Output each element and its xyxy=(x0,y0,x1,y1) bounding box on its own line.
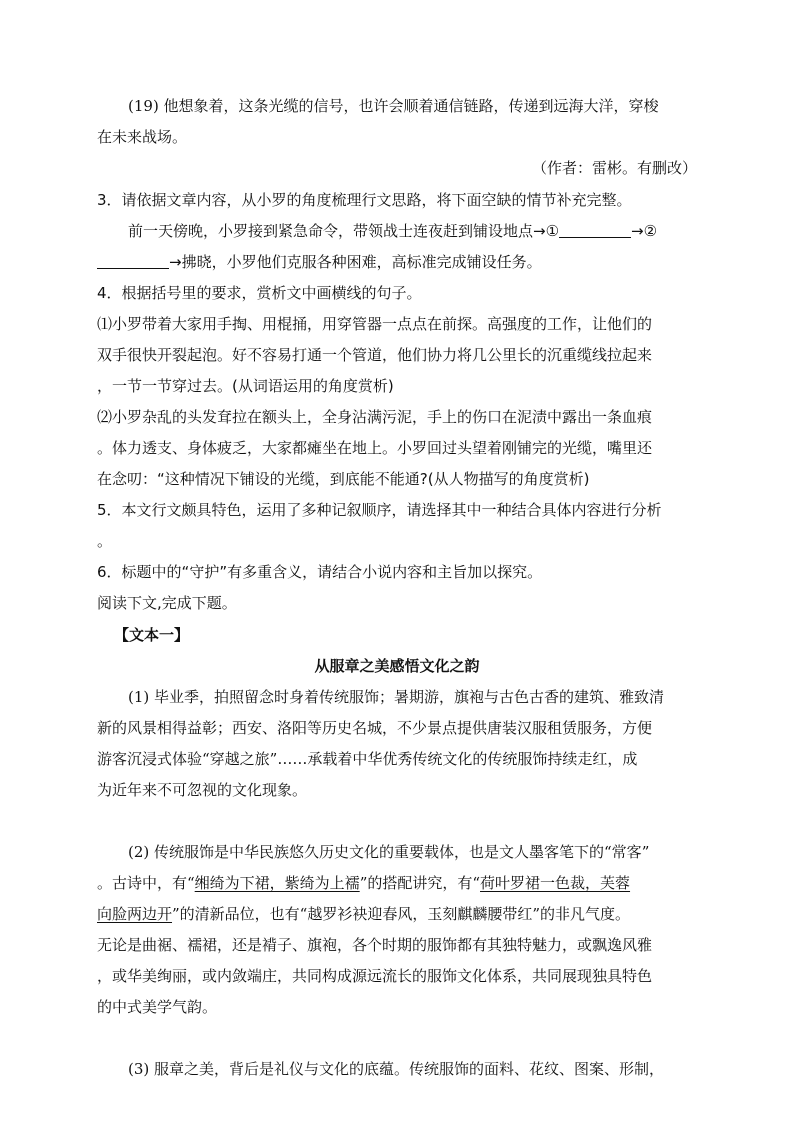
para3-line1: (3) 服章之美，背后是礼仪与文化的底蕴。传统服饰的面料、花纹、图案、形制， xyxy=(128,1060,665,1078)
q3-line1-text: 前一天傍晚，小罗接到紧急命令，带领战士连夜赶到铺设地点→① xyxy=(128,222,560,240)
q4-s1-line1: ⑴小罗带着大家用手掏、用棍捅，用穿管器一点点在前探。高强度的工作，让他们的 xyxy=(97,315,653,333)
answer-blank-2[interactable] xyxy=(97,254,169,269)
para2-line3-b: ”的清新品位，也有“越罗衫袂迎春风，玉刻麒麟腰带红”的非凡气度。 xyxy=(172,905,631,923)
text1-label: 【文本一】 xyxy=(114,626,190,644)
author-note: （作者：雷彬。有删改） xyxy=(531,159,697,177)
para2-line2 xyxy=(97,872,697,894)
q3-line2-text: →拂晓，小罗他们克服各种困难，高标准完成铺设任务。 xyxy=(169,253,542,271)
q5-line2: 。 xyxy=(97,532,113,550)
q3-line2 xyxy=(97,251,697,273)
q3-line1-arrow: →② xyxy=(631,222,658,240)
text1-title: 从服章之美感悟文化之韵 xyxy=(314,657,480,675)
underlined-quote-1: 缃绮为下裙，紫绮为上襦 xyxy=(194,874,360,892)
underlined-quote-2a: 荷叶罗裙一色裁，芙蓉 xyxy=(480,874,631,892)
para2-line2-b: ”的搭配讲究，有“ xyxy=(359,874,481,892)
q3-prompt: 3．请依据文章内容，从小罗的角度梳理行文思路，将下面空缺的情节补充完整。 xyxy=(97,191,632,209)
q5-line1: 5．本文行文颇具特色，运用了多种记叙顺序，请选择其中一种结合具体内容进行分析 xyxy=(97,501,662,519)
q6-prompt: 6．标题中的“守护”有多重含义，请结合小说内容和主旨加以探究。 xyxy=(97,563,543,581)
answer-blank-1[interactable] xyxy=(559,223,631,238)
q4-s2-line3: 在念叨：“这种情况下铺设的光缆，到底能不能通?(从人物描写的角度赏析) xyxy=(97,470,590,488)
para2-line3 xyxy=(97,903,697,925)
q4-s2-line2: 。体力透支、身体疲乏，大家都瘫坐在地上。小罗回过头望着刚铺完的光缆，嘴里还 xyxy=(97,439,653,457)
underlined-quote-2b: 向脸两边开 xyxy=(97,905,173,923)
q4-prompt: 4．根据括号里的要求，赏析文中画横线的句子。 xyxy=(97,284,422,302)
q4-s2-line1: ⑵小罗杂乱的头发耷拉在额头上，全身沾满污泥，手上的伤口在泥渍中露出一条血痕 xyxy=(97,408,653,426)
q4-s1-line3: ，一节一节穿过去。(从词语运用的角度赏析) xyxy=(97,377,394,395)
q3-line1 xyxy=(128,220,728,242)
para1-line1: (1) 毕业季，拍照留念时身着传统服饰；暑期游，旗袍与古色古香的建筑、雅致清 xyxy=(128,688,665,706)
para2-line6: 的中式美学气韵。 xyxy=(97,998,218,1016)
q4-s1-line2: 双手很快开裂起泡。好不容易打通一个管道，他们协力将几公里长的沉重缆线拉起来 xyxy=(97,346,653,364)
para1-line3: 游客沉浸式体验“穿越之旅”……承载着中华优秀传统文化的传统服饰持续走红，成 xyxy=(97,750,638,768)
para2-line2-a: 。古诗中，有“ xyxy=(97,874,195,892)
para1-line2: 新的风景相得益彰；西安、洛阳等历史名城，不少景点提供唐装汉服租赁服务，方便 xyxy=(97,719,653,737)
p19-line2: 在未来战场。 xyxy=(97,128,188,146)
para2-line1: (2) 传统服饰是中华民族悠久历史文化的重要载体，也是文人墨客笔下的“常客” xyxy=(128,843,650,861)
para2-line4: 无论是曲裾、襦裙，还是褙子、旗袍，各个时期的服饰都有其独特魅力，或飘逸风雅 xyxy=(97,936,653,954)
p19-line1: (19) 他想象着，这条光缆的信号，也许会顺着通信链路，传递到远海大洋，穿梭 xyxy=(128,97,659,115)
para2-line5: ，或华美绚丽，或内敛端庄，共同构成源远流长的服饰文化体系，共同展现独具特色 xyxy=(97,967,653,985)
para1-line4: 为近年来不可忽视的文化现象。 xyxy=(97,781,308,799)
read-intro: 阅读下文,完成下题。 xyxy=(97,594,237,612)
